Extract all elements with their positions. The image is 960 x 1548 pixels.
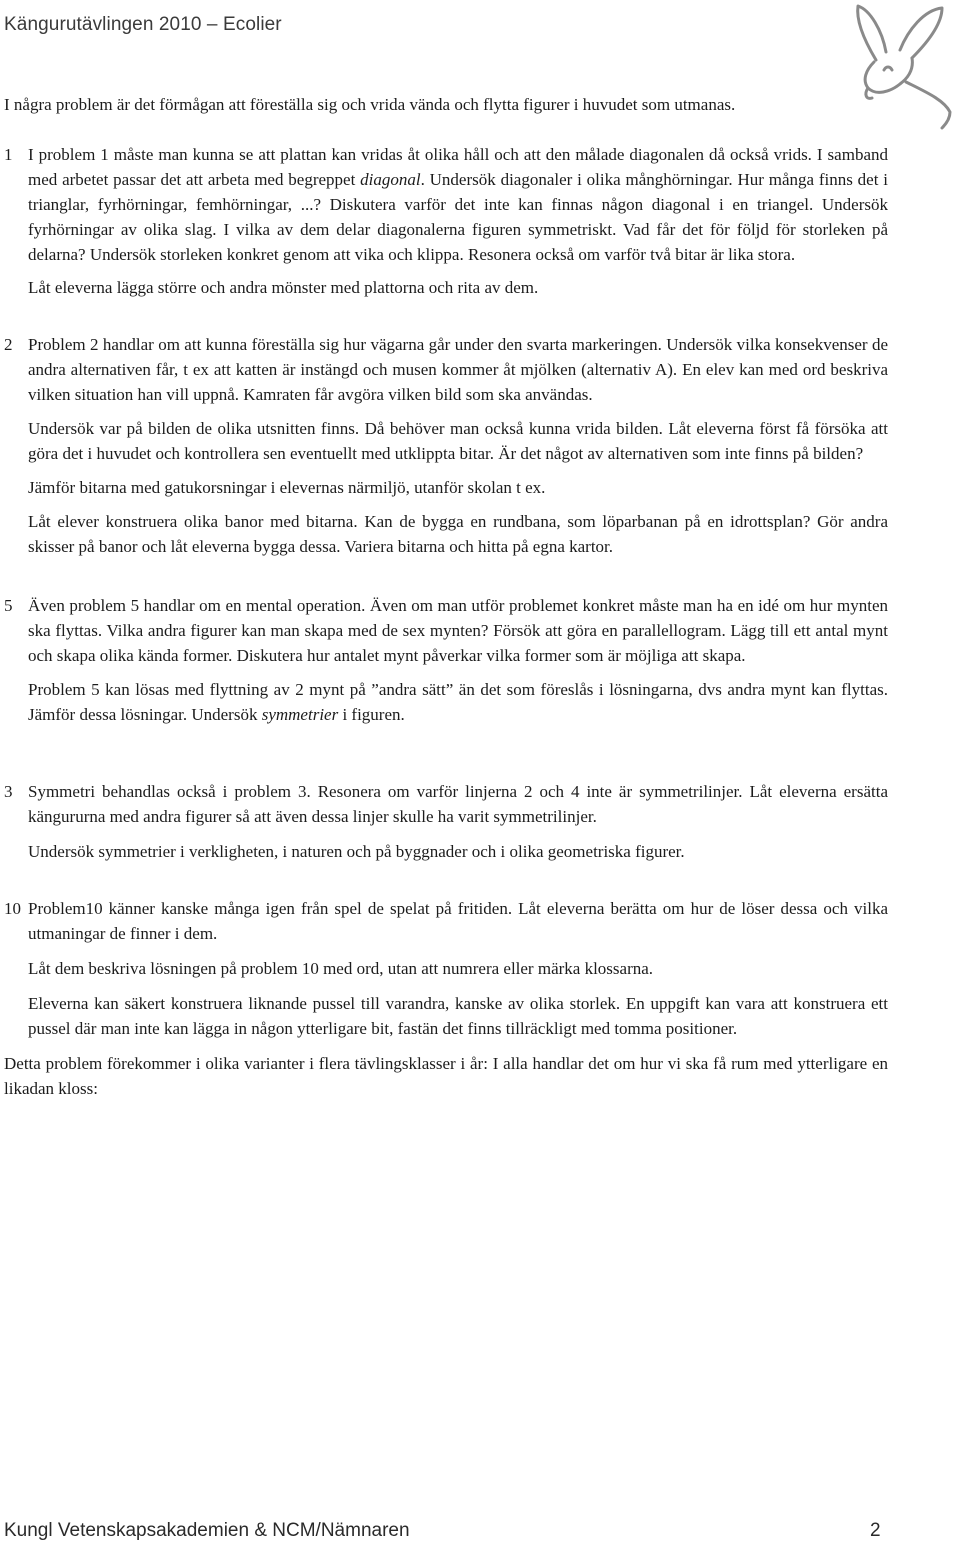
section-paragraph: Jämför bitarna med gatukorsningar i elevernas närmiljö, utanför skolan t ex. (28, 478, 546, 497)
document-body (4, 92, 888, 1101)
footer-publisher: Kungl Vetenskapsakademien & NCM/Nämnaren (4, 1520, 410, 1541)
section-2 (4, 332, 888, 559)
intro-paragraph: I några problem är det förmågan att föreställa sig och vrida vända och flytta figurer i huvudet som utmanas. (4, 95, 736, 114)
section-5 (4, 593, 888, 727)
section-paragraph: Problem10 känner kanske många igen från spel de spelat på fritiden. Låt eleverna berätta om hur de löser dessa och vilka utmaningar de finner i dem. (28, 899, 888, 943)
section-paragraph: Symmetri behandlas också i problem 3. Resonera om varför linjerna 2 och 4 inte är symmetrilinjer. Låt eleverna ersätta kängururna med andra figurer så att även dessa linjer skulle ha varit symmetrilinjer. (28, 782, 888, 826)
section-number: 3 (4, 782, 13, 801)
section-number: 2 (4, 335, 13, 354)
emphasis-diagonal: diagonal (360, 170, 421, 189)
section-number: 5 (4, 596, 13, 615)
section-paragraph: Låt dem beskriva lösningen på problem 10 med ord, utan att numrera eller märka klossarna. (28, 959, 654, 978)
header-title: Kängurutävlingen 2010 – Ecolier (4, 14, 282, 35)
section-paragraph: I problem 1 måste man kunna se att plattan kan vridas åt olika håll och att den målade diagonalen då också vrids. I samband med arbetet passar det att arbeta med begreppet diagonal. Undersök diagonaler i olika månghörningar. Hur många finns det i trianglar, fyrhörningar, femhörningar, ...? Diskutera varför det inte kan finnas någon diagonal i en triangel. Undersök fyrhörningar av olika slag. I vilka av dem delar diagonalerna figuren symmetriskt. Vad får det för följd för storleken på delarna? Undersök storleken konkret genom att vika och klippa. Resonera också om varför två bitar är lika stora. (28, 145, 888, 264)
section-paragraph: Undersök symmetrier i verkligheten, i naturen och på byggnader och i olika geometriska figurer. (28, 842, 685, 861)
section-number: 1 (4, 145, 13, 164)
section-paragraph: Eleverna kan säkert konstruera liknande pussel till varandra, kanske av olika storlek. En uppgift kan vara att konstruera ett pussel där man inte kan lägga in någon ytterligare bit, fastän det finns tillräckligt med tomma positioner. (28, 994, 888, 1038)
section-number: 10 (4, 899, 21, 918)
section-paragraph: Problem 5 kan lösas med flyttning av 2 mynt på ”andra sätt” än det som föreslås i lösningarna, dvs andra mynt kan flyttas. Jämför dessa lösningar. Undersök symmetrier i figuren. (28, 680, 888, 724)
section-paragraph: Låt eleverna lägga större och andra mönster med plattorna och rita av dem. (28, 278, 539, 297)
section-1 (4, 142, 888, 300)
closing-paragraph: Detta problem förekommer i olika varianter i flera tävlingsklasser i år: I alla handlar det om hur vi ska få rum med ytterligare en likadan kloss: (4, 1054, 888, 1098)
section-paragraph: Problem 2 handlar om att kunna föreställa sig hur vägarna går under den svarta markeringen. Undersök vilka konsekvenser de andra alternativen får, t ex att katten är instängd och musen kommer åt mjölken (alternativ A). En elev kan med ord beskriva vilken situation han vill uppnå. Kamraten får avgöra vilken bild som ska användas. (28, 335, 888, 404)
footer-page-number: 2 (870, 1520, 881, 1541)
section-3 (4, 779, 888, 864)
emphasis-symmetrier: symmetrier (261, 705, 339, 724)
section-paragraph: Undersök var på bilden de olika utsnitten finns. Då behöver man också kunna vrida bilden. Låt eleverna först få försöka att göra det i huvudet och kontrollera sen eventuellt med utklippta bitar. Är det något av alternativen som inte finns på bilden? (28, 419, 888, 463)
section-paragraph: Låt elever konstruera olika banor med bitarna. Kan de bygga en rundbana, som löparbanan på en idrottsplan? Gör andra skisser på banor och låt eleverna bygga dessa. Variera bitarna och hitta på egna kartor. (28, 512, 888, 556)
section-paragraph: Även problem 5 handlar om en mental operation. Även om man utför problemet konkret måste man ha en idé om hur mynten ska flyttas. Vilka andra figurer kan man skapa med de sex mynten? Försök att göra en parallellogram. Lägg till ett antal mynt och skapa olika kända former. Diskutera hur antalet mynt påverkar vilka former som är möjliga att skapa. (28, 596, 888, 665)
section-10 (4, 896, 888, 1041)
